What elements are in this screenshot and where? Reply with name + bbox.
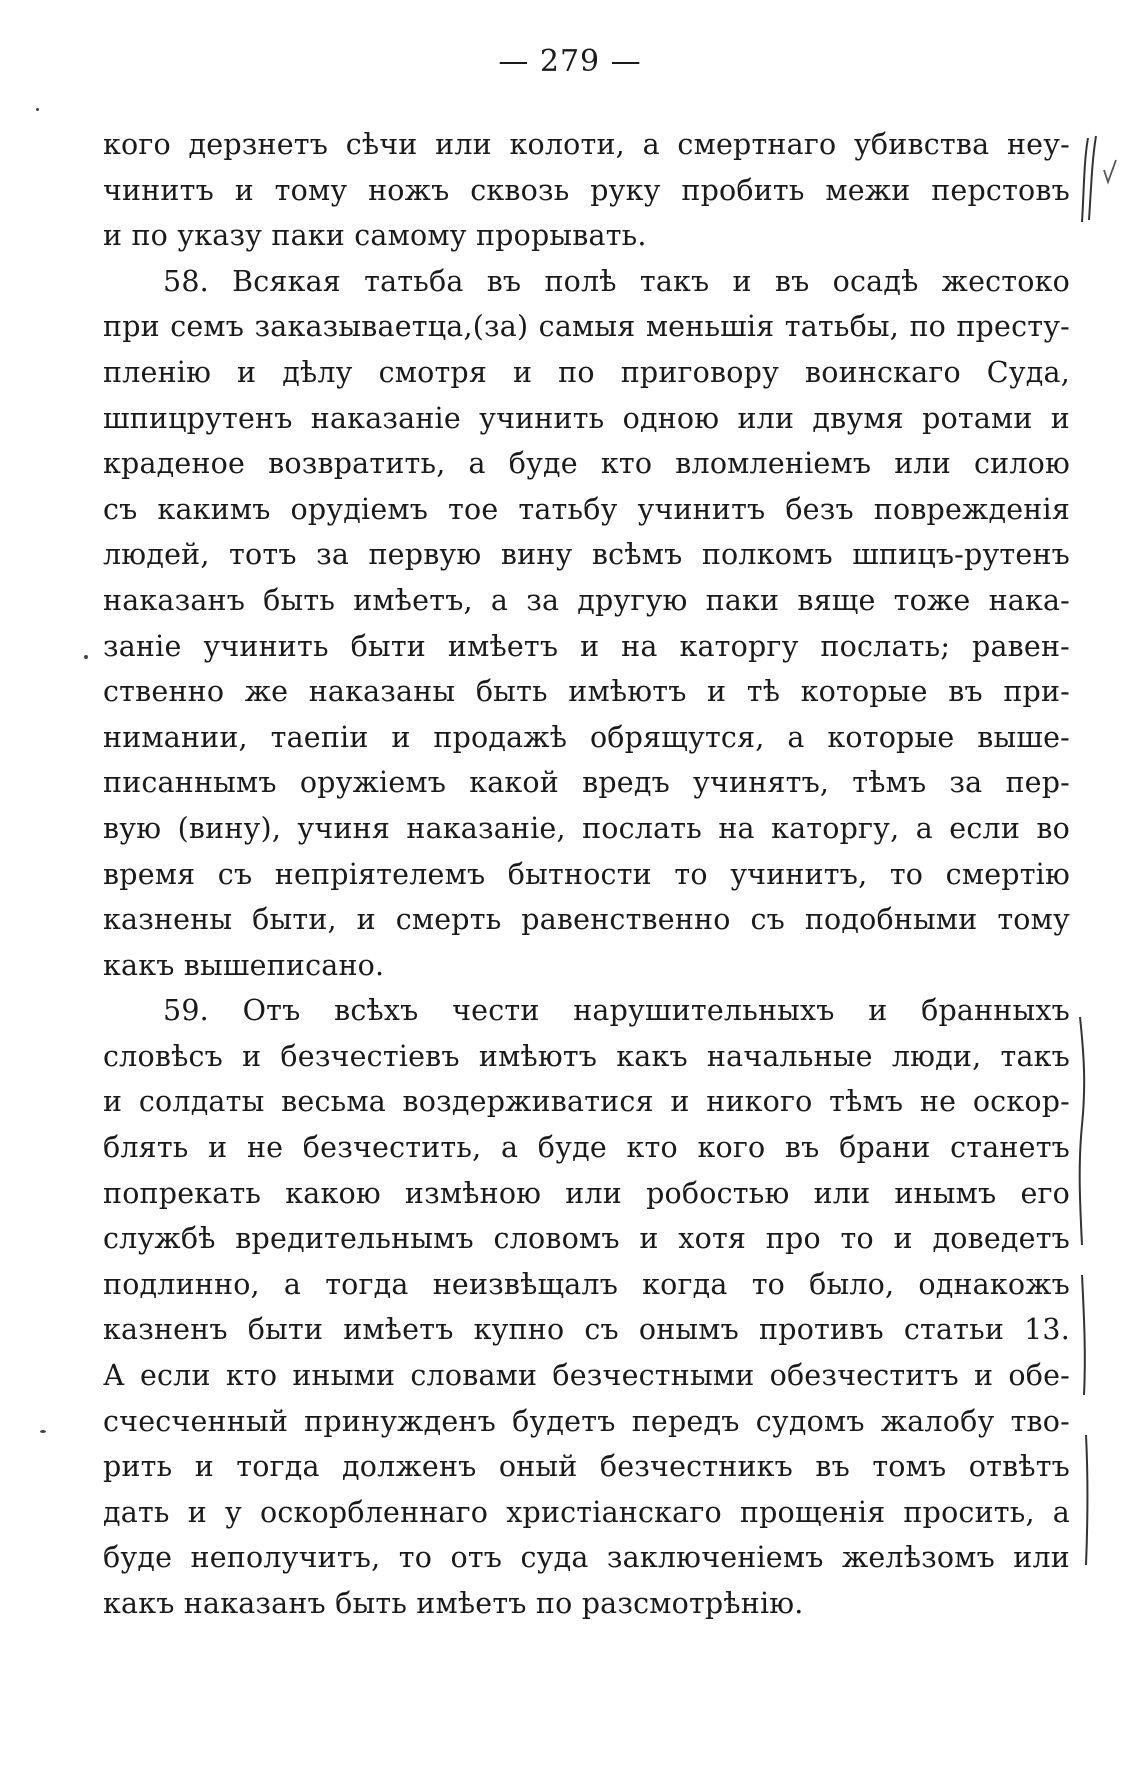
text-line: службѣ вредительнымъ словомъ и хотя про то и доведетъ: [103, 1222, 1070, 1256]
text-line: подлинно, а тогда неизвѣщалъ когда то было, однакожъ: [103, 1267, 1070, 1301]
text-line: нимании, таепіи и продажѣ обрящутся, а которые выше-: [103, 720, 1070, 754]
text-line: и солдаты весьма воздерживатися и никого тѣмъ не оскор-: [103, 1085, 1070, 1119]
stray-ink-dot: [36, 108, 39, 111]
article-59-start: 59. Отъ всѣхъ чести нарушительныхъ и бранныхъ: [163, 994, 1070, 1028]
stray-ink-dot: [40, 1430, 46, 1433]
text-line: счесченный принужденъ будетъ передъ судомъ жалобу тво-: [103, 1404, 1070, 1438]
text-line: А если кто иными словами безчестными обезчеститъ и обе-: [103, 1359, 1070, 1393]
text-line: блять и не безчестить, а буде кто кого въ брани станетъ: [103, 1131, 1070, 1165]
pencil-margin-line-icon: [1070, 1015, 1100, 1575]
body-text: [103, 122, 1070, 1627]
pencil-margin-mark-icon: [1078, 130, 1118, 230]
text-line: словѣсъ и безчестіевъ имѣютъ какъ начальные люди, такъ: [103, 1039, 1070, 1073]
text-line: шпицрутенъ наказаніе учинить одною или двумя ротами и: [103, 401, 1070, 435]
text-line: съ какимъ орудіемъ тое татьбу учинитъ безъ поврежденія: [103, 492, 1070, 526]
text-line: писаннымъ оружіемъ какой вредъ учинятъ, тѣмъ за пер-: [103, 766, 1070, 800]
text-line: краденое возвратить, а буде кто вломленіемъ или силою: [103, 447, 1070, 481]
text-line: попрекать какою измѣною или робостью или инымъ его: [103, 1176, 1070, 1210]
text-line: ственно же наказаны быть имѣютъ и тѣ которые въ при-: [103, 675, 1070, 709]
text-line: рить и тогда долженъ оный безчестникъ въ томъ отвѣтъ: [103, 1450, 1070, 1484]
text-line: казнены быти, и смерть равенственно съ подобными тому: [103, 903, 1070, 937]
text-line: время съ непріятелемъ бытности то учинитъ, то смертію: [103, 857, 1070, 891]
page-number: — 279 —: [498, 44, 642, 79]
article-58-start: 58. Всякая татьба въ полѣ такъ и въ осадѣ жестоко: [163, 264, 1070, 298]
text-line: пленію и дѣлу смотря и по приговору воинскаго Суда,: [103, 355, 1070, 389]
text-line: казненъ быти имѣетъ купно съ онымъ противъ статьи 13.: [103, 1313, 1070, 1347]
stray-ink-dot: [84, 655, 88, 659]
text-line: какъ наказанъ быть имѣетъ по разсмотрѣнію.: [103, 1587, 804, 1620]
text-line: заніе учинить быти имѣетъ и на каторгу послать; равен-: [103, 629, 1070, 663]
text-line: наказанъ быть имѣетъ, а за другую паки вяще тоже нака-: [103, 583, 1070, 617]
text-line: чинитъ и тому ножъ сквозь руку пробить межи перстовъ: [103, 173, 1070, 207]
text-line: людей, тотъ за первую вину всѣмъ полкомъ шпицъ-рутенъ: [103, 538, 1070, 572]
text-line: вую (вину), учиня наказаніе, послать на каторгу, а если во: [103, 811, 1070, 845]
text-line: и по указу паки самому прорывать.: [103, 219, 647, 253]
text-line: при семъ заказываетца,(за) самыя меньшія татьбы, по престу-: [103, 310, 1070, 344]
text-line: дать и у оскорбленнаго христіанскаго прощенія просить, а: [103, 1495, 1070, 1529]
text-line: буде неполучитъ, то отъ суда заключеніемъ желѣзомъ или: [103, 1541, 1070, 1575]
text-line: какъ вышеписано.: [103, 948, 385, 982]
text-line: кого дерзнетъ сѣчи или колоти, а смертнаго убивства неу-: [103, 128, 1070, 161]
